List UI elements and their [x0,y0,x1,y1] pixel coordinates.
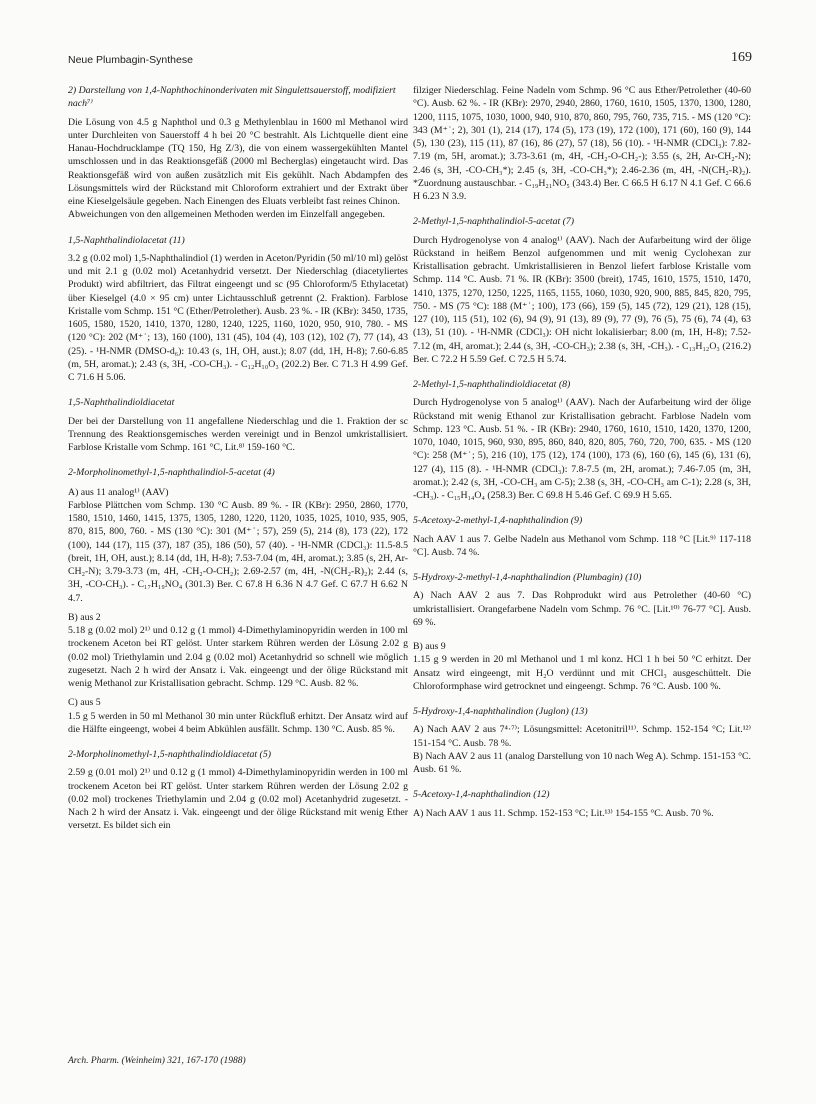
paragraph: A) Nach AAV 2 aus 7⁴·⁷⁾; Lösungsmittel: Acetonitril¹¹⁾. Schmp. 152-154 °C; Lit.¹²⁾ 151-154 °C. Ausb. 78 %. [413,724,751,749]
section-heading: 5-Hydroxy-1,4-naphthalindion (Juglon) (13) [413,706,588,717]
paragraph: Die Lösung von 4.5 g Naphthol und 0.3 g Methylenblau in 1600 ml Methanol wird unter Durchleiten von Sauerstoff 4 h bei 20 °C bestrahlt. Als Lichtquelle dient eine Hanau-Hochdrucklampe (TQ 150, Hg Z/3), die von einem wassergekühlten Mantel umschlossen und in das Reaktionsgefäß (2000 ml Becherglas) eingetaucht wird. Das Reaktionsgefäß wird von außen zusätzlich mit Eis gekühlt. Nach Abdampfen des Lösungsmittels wird der Rückstand mit Chloroform extrahiert und der Extrakt über eine Kieselgelsäule gegeben. Nach Einengen des Eluats verbleibt fast reines Chinon. [68,116,408,207]
page-number: 169 [731,50,752,65]
section-heading: 1,5-Naphthalindioldiacetat [68,397,175,409]
paragraph: Durch Hydrogenolyse von 4 analog¹⁾ (AAV). Nach der Aufarbeitung wird der ölige Rückstand in heißem Benzol aufgenommen und mit wenig Cyclohexan zur Kristallisation gebracht. Umkristallisieren in Benzol liefert farblose Kristalle vom Schmp. 114 °C. Ausb. 71 %. IR (KBr): 3500 (breit), 1745, 1610, 1575, 1510, 1470, 1410, 1375, 1270, 1250, 1225, 1165, 1155, 1060, 1030, 920, 900, 885, 845, 820, 795, 750. - MS (75 °C): 188 (M⁺˙; 100), 173 (66), 159 (5), 145 (72), 129 (21), 128 (15), 127 (10), 115 (51), 102 (6), 94 (9), 91 (13), 89 (9), 77 (9), 76 (5), 75 (6), 74 (4), 63 (13), 51 (10). - ¹H-NMR (CDCl₃): OH nicht lokalisierbar; 8.00 (m, 1H, H-8); 7.52-7.12 (m, 4H, aromat.); 2.44 (s, 3H, -CO-CH₃); 2.38 (s, 3H, -CH₃). - C₁₃H₁₂O₃ (216.2) Ber. C 72.2 H 5.59 Gef. C 72.5 H 5.74. [413,234,751,365]
spacer [413,629,751,634]
section-heading: 5-Acetoxy-1,4-naphthalindion (12) [413,789,550,801]
section-heading: 2-Methyl-1,5-naphthalindiol-5-acetat (7) [413,216,575,228]
paragraph: 2.59 g (0.01 mol) 2¹⁾ und 0.12 g (1 mmol) 4-Dimethylaminopyridin werden in 100 ml trockenem Aceton bei RT gelöst. Unter starkem Rühren werden der Lösung 2.02 g (0.02 mol) trockenes Triethylamin und 2.04 g (0.02 mol) Acetanhydrid zugesetzt. - Nach 2 h wird der Ansatz i. Vak. eingeengt und der ölige Rückstand mit wenig Ether versetzt. Es bildet sich ein [68,767,408,832]
paragraph: B) Nach AAV 2 aus 11 (analog Darstellung von 10 nach Weg A). Schmp. 151-153 °C. Ausb. 61 %. [413,750,751,775]
paragraph: Abweichungen von den allgemeinen Methoden werden im Einzelfall angegeben. [68,209,385,221]
section-heading: 2-Morpholinomethyl-1,5-naphthalindioldiacetat (5) [68,749,271,760]
subsection-label: B) aus 9 [413,641,446,652]
paragraph: 5.18 g (0.02 mol) 2¹⁾ und 0.12 g (1 mmol) 4-Dimethylaminopyridin werden in 100 ml trockenem Aceton bei RT gelöst. Unter starkem Rühren werden der Lösung 2.02 g (0.02 mol) Triethylamin und 2.04 g (0.02 mol) Acetanhydrid so schnell wie möglich zugesetzt. Nach 2 h wird der Ansatz i. Vak. eingeengt und der ölige Rückstand mit wenig Methanol zur Kristallisation gebracht. Schmp. 129 °C. Ausb. 82 %. [68,625,408,689]
subsection-label: A) aus 11 analog¹⁾ (AAV) [68,486,169,498]
paragraph: filziger Niederschlag. Feine Nadeln vom Schmp. 96 °C aus Ether/Petrolether (40-60 °C). Ausb. 62 %. - IR (KBr): 2970, 2940, 2860, 1760, 1610, 1505, 1370, 1300, 1280, 1200, 1115, 1075, 1030, 1000, 940, 910, 870, 860, 795, 760, 735, 715. - MS (120 °C): 343 (M⁺˙; 2), 301 (1), 214 (17), 174 (5), 173 (19), 172 (100), 171 (60), 160 (9), 144 (5), 130 (23), 115 (11), 87 (16), 86 (27), 57 (18), 56 (10). - ¹H-NMR (CDCl₃): 7.82-7.19 (m, 5H, aromat.); 3.73-3.61 (m, 4H, -CH₂-O-CH₂-); 3.55 (s, 2H, Ar-CH₂-N); 2.46 (s, 3H, -CO-CH₃*); 2.45 (s, 3H, -CO-CH₃*); 2.46-2.36 (m, 4H, -N(CH₂-R)₂). *Zuordnung austauschbar. - C₁₉H₂₁NO₅ (343.4) Ber. C 66.5 H 6.17 N 4.1 Gef. C 66.6 H 6.23 N 3.9. [413,85,751,202]
paragraph: 1.5 g 5 werden in 50 ml Methanol 30 min unter Rückfluß erhitzt. Der Ansatz wird auf die Hälfte eingeengt, wobei 4 beim Abkühlen ausfällt. Schmp. 130 °C. Ausb. 85 %. [68,710,408,735]
subsection-label: B) aus 2 [68,611,101,623]
section-heading: 2-Morpholinomethyl-1,5-naphthalindiol-5-acetat (4) [68,467,275,479]
section-heading: 2) Darstellung von 1,4-Naphthochinonderivaten mit Singulettsauerstoff, modifiziert nach⁷⁾ [68,85,396,110]
running-title: Neue Plumbagin-Synthese [68,54,193,66]
paragraph: 1.15 g 9 werden in 20 ml Methanol und 1 ml konz. HCl 1 h bei 50 °C erhitzt. Der Ansatz wird eingeengt, mit H₂O verdünnt und mit CHCl₃ ausgeschüttelt. Die Chloroformphase wird getrocknet und eingeengt. Schmp. 76 °C. Ausb. 100 %. [413,654,751,692]
section-heading: 1,5-Naphthalindiolacetat (11) [68,234,185,246]
paragraph: Nach AAV 1 aus 7. Gelbe Nadeln aus Methanol vom Schmp. 118 °C [Lit.⁹⁾ 117-118 °C]. Ausb. 74 %. [413,533,751,558]
paragraph: A) Nach AAV 2 aus 7. Das Rohprodukt wird aus Petrolether (40-60 °C) umkristallisiert. Orangefarbene Nadeln vom Schmp. 76 °C. [Lit.¹⁰⁾ 76-77 °C]. Ausb. 69 %. [413,590,751,628]
paragraph: 3.2 g (0.02 mol) 1,5-Naphthalindiol (1) werden in Aceton/Pyridin (50 ml/10 ml) gelöst und mit 2.1 g (0.02 mol) Acetanhydrid versetzt. Der Niederschlag (diacetyliertes Produkt) wird abfiltriert, das Filtrat eingeengt und sc (95 Chloroform/5 Ethylacetat) über Kieselgel (4.0 × 95 cm) unter Lichtausschluß getrennt (2. Fraktion). Farblose Kristalle vom Schmp. 151 °C (Ether/Petrolether). Ausb. 23 %. - IR (KBr): 3450, 1735, 1605, 1580, 1520, 1410, 1370, 1280, 1240, 1225, 1160, 1020, 950, 910, 780. - MS (120 °C): 202 (M⁺˙; 13), 160 (100), 131 (45), 104 (4), 103 (12), 102 (7), 77 (14), 43 (25). - ¹H-NMR (DMSO-d₆): 10.43 (s, 1H, OH, aust.); 8.07 (dd, 1H, H-8); 7.60-6.85 (m, 5H, aromat.); 2.43 (s, 3H, -CO-CH₃). - C₁₂H₁₀O₃ (202.2) Ber. C 71.3 H 4.99 Gef. C 71.6 H 5.06. [68,252,408,383]
section-heading: 2-Methyl-1,5-naphthalindioldiacetat (8) [413,379,571,390]
section-heading: 5-Hydroxy-2-methyl-1,4-naphthalindion (Plumbagin) (10) [413,572,642,583]
paragraph: Farblose Plättchen vom Schmp. 130 °C Ausb. 89 %. - IR (KBr): 2950, 2860, 1770, 1580, 1510, 1460, 1415, 1375, 1305, 1280, 1220, 1120, 1035, 1025, 1010, 935, 905, 870, 815, 800, 760. - MS (130 °C): 301 (M⁺˙; 57), 259 (5), 214 (8), 173 (22), 172 (100), 144 (17), 115 (37), 187 (35), 186 (50), 57 (40). - ¹H-NMR (CDCl₃): 11.5-8.5 (breit, 1H, OH, aust.); 8.14 (dd, 1H, H-8); 7.53-7.04 (m, 4H, aromat.); 3.85 (s, 2H, Ar-CH₂-N); 3.79-3.73 (m, 4H, -CH₂-O-CH₂); 2.69-2.57 (m, 4H, -N(CH₂-R)₂); 2.44 (s, 3H, -CO-CH₃). - C₁₇H₁₉NO₄ (301.3) Ber. C 67.8 H 6.36 N 4.7 Gef. C 67.7 H 6.62 N 4.7. [68,499,408,604]
subsection-label: C) aus 5 [68,697,101,709]
section-heading: 5-Acetoxy-2-methyl-1,4-naphthalindion (9) [413,515,583,527]
paragraph: Durch Hydrogenolyse von 5 analog¹⁾ (AAV). Nach der Aufarbeitung wird der ölige Rückstand mit wenig Ethanol zur Kristallisation gebracht. Farblose Nadeln vom Schmp. 123 °C. Ausb. 51 %. - IR (KBr): 2940, 1760, 1610, 1510, 1420, 1370, 1200, 1070, 1040, 1015, 960, 930, 895, 860, 840, 820, 805, 760, 720, 700, 635. - MS (120 °C): 258 (M⁺˙; 5), 216 (10), 175 (12), 174 (100), 173 (6), 160 (6), 145 (6), 131 (6), 127 (4), 115 (8). - ¹H-NMR (CDCl₃): 7.8-7.5 (m, 2H, aromat.); 7.46-7.05 (m, 3H, aromat.); 2.42 (s, 3H, -CO-CH₃ am C-5); 2.38 (s, 3H, -CO-CH₃ am C-1); 2.28 (s, 3H, -CH₃). - C₁₅H₁₄O₄ (258.3) Ber. C 69.8 H 5.46 Gef. C 69.9 H 5.65. [413,397,751,501]
paragraph: Der bei der Darstellung von 11 angefallene Niederschlag und die 1. Fraktion der sc Trennung des Reaktionsgemisches werden vereinigt und in Benzol umkristallisiert. Farblose Kristalle vom Schmp. 161 °C, Lit.⁸⁾ 159-160 °C. [68,415,408,453]
left-column [68,84,408,833]
journal-citation: Arch. Pharm. (Weinheim) 321, 167-170 (1988) [68,1056,246,1066]
paragraph: A) Nach AAV 1 aus 11. Schmp. 152-153 °C; Lit.¹³⁾ 154-155 °C. Ausb. 70 %. [413,807,714,819]
right-column [413,84,751,820]
